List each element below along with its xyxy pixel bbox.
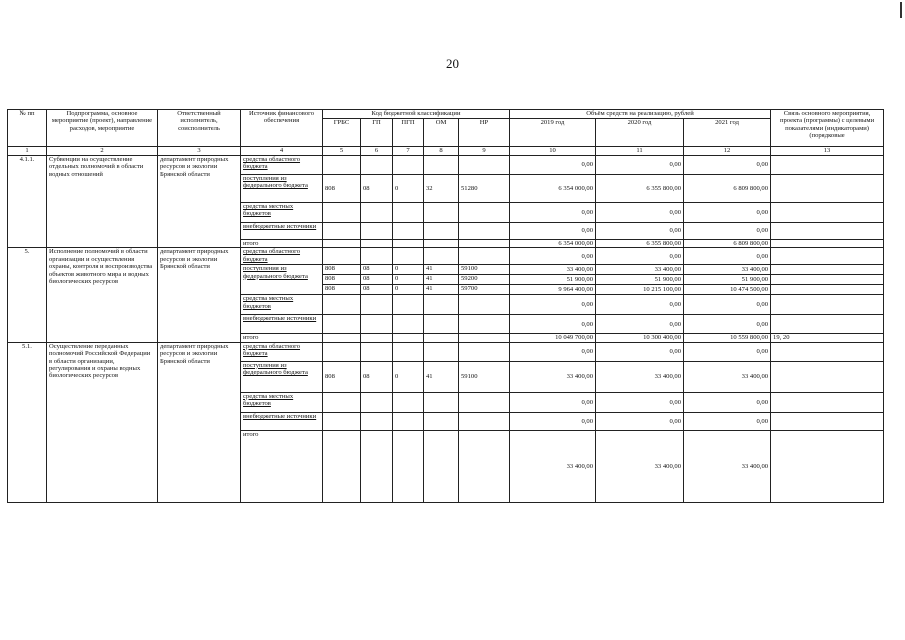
header-executor: Ответственный исполнитель, соисполнитель <box>158 110 241 147</box>
value-2020: 6 355 800,00 <box>596 175 684 203</box>
value-2019: 0,00 <box>510 295 596 315</box>
value-2021: 10 474 500,00 <box>684 285 771 295</box>
col-number: 3 <box>158 147 241 156</box>
value-2021: 10 559 800,00 <box>684 334 771 342</box>
gp: 08 <box>361 285 393 295</box>
value-2021: 6 809 800,00 <box>684 175 771 203</box>
header-pgp: ПГП <box>393 119 424 147</box>
value-2020: 33 400,00 <box>596 265 684 275</box>
header-grbs: ГРБС <box>323 119 361 147</box>
col-number: 10 <box>510 147 596 156</box>
grbs: 808 <box>323 265 361 275</box>
header-program: Подпрограмма, основное мероприятие (проект), направление расходов, мероприятие <box>47 110 158 147</box>
executor: департамент природных ресурсов и экологии Брянской области <box>158 342 241 502</box>
value-2021: 0,00 <box>684 203 771 223</box>
value-2020: 0,00 <box>596 392 684 412</box>
header-2020: 2020 год <box>596 119 684 147</box>
value-2019: 0,00 <box>510 315 596 334</box>
col-number: 1 <box>8 147 47 156</box>
value-2021: 0,00 <box>684 295 771 315</box>
value-2020: 33 400,00 <box>596 430 684 502</box>
value-2019: 51 900,00 <box>510 275 596 285</box>
col-number: 9 <box>459 147 510 156</box>
page-number: 20 <box>446 56 459 71</box>
col-number: 5 <box>323 147 361 156</box>
value-2020: 10 215 100,00 <box>596 285 684 295</box>
source: средства местных бюджетов <box>241 295 323 315</box>
value-2019: 0,00 <box>510 223 596 240</box>
om: 41 <box>424 361 459 392</box>
grbs: 808 <box>323 175 361 203</box>
table-row <box>8 156 884 175</box>
value-2021: 0,00 <box>684 156 771 175</box>
program-name: Субвенции на осуществление отдельных полномочий в области водных отношений <box>47 156 158 248</box>
header-volume: Объём средств на реализацию, рублей <box>510 110 771 119</box>
gp: 08 <box>361 361 393 392</box>
financing-table <box>7 109 884 503</box>
value-2019: 33 400,00 <box>510 430 596 502</box>
table-row <box>8 342 884 361</box>
value-2020: 0,00 <box>596 315 684 334</box>
source: итого <box>241 240 323 248</box>
header-gp: ГП <box>361 119 393 147</box>
value-2021: 0,00 <box>684 392 771 412</box>
value-2019: 0,00 <box>510 156 596 175</box>
value-2020: 0,00 <box>596 295 684 315</box>
source: итого <box>241 334 323 342</box>
program-name: Осуществление переданных полномочий Российской Федерации в области организации, регулирования и охраны водных биологических ресурсов <box>47 342 158 502</box>
gp: 08 <box>361 265 393 275</box>
value-2019: 33 400,00 <box>510 265 596 275</box>
value-2020: 0,00 <box>596 156 684 175</box>
col-number: 4 <box>241 147 323 156</box>
grbs: 808 <box>323 285 361 295</box>
np: 51280 <box>459 175 510 203</box>
col-number: 12 <box>684 147 771 156</box>
value-2020: 6 355 800,00 <box>596 240 684 248</box>
np: 59100 <box>459 361 510 392</box>
value-2021: 33 400,00 <box>684 265 771 275</box>
grbs: 808 <box>323 361 361 392</box>
value-2021: 0,00 <box>684 315 771 334</box>
value-2020: 0,00 <box>596 248 684 265</box>
row-number: 5.1. <box>8 342 47 502</box>
pgp: 0 <box>393 361 424 392</box>
source: внебюджетные источники <box>241 412 323 430</box>
col-number: 13 <box>771 147 884 156</box>
header-2019: 2019 год <box>510 119 596 147</box>
pgp: 0 <box>393 275 424 285</box>
om: 32 <box>424 175 459 203</box>
header-budget-code: Код бюджетной классификации <box>323 110 510 119</box>
pgp: 0 <box>393 175 424 203</box>
source: поступления из федерального бюджета <box>241 361 323 392</box>
om: 41 <box>424 275 459 285</box>
gp: 08 <box>361 275 393 285</box>
grbs: 808 <box>323 275 361 285</box>
col-number: 6 <box>361 147 393 156</box>
value-2020: 33 400,00 <box>596 361 684 392</box>
value-2021: 0,00 <box>684 412 771 430</box>
header-np: НР <box>459 119 510 147</box>
header-no: № пп <box>8 110 47 147</box>
source: поступления из федерального бюджета <box>241 265 323 295</box>
value-2021: 33 400,00 <box>684 430 771 502</box>
col-number: 11 <box>596 147 684 156</box>
header-link: Связь основного мероприятия, проекта (программы) с целевыми показателями (индикаторами) (порядковые <box>771 110 884 147</box>
header-om: ОМ <box>424 119 459 147</box>
col-number: 8 <box>424 147 459 156</box>
source: средства местных бюджетов <box>241 203 323 223</box>
value-2020: 0,00 <box>596 203 684 223</box>
indicator-link: 19, 20 <box>771 334 884 342</box>
value-2020: 0,00 <box>596 412 684 430</box>
source: средства областного бюджета <box>241 342 323 361</box>
source: средства областного бюджета <box>241 248 323 265</box>
value-2021: 33 400,00 <box>684 361 771 392</box>
value-2019: 10 049 700,00 <box>510 334 596 342</box>
value-2021: 0,00 <box>684 342 771 361</box>
value-2019: 9 964 400,00 <box>510 285 596 295</box>
om: 41 <box>424 285 459 295</box>
pgp: 0 <box>393 285 424 295</box>
col-number: 7 <box>393 147 424 156</box>
pgp: 0 <box>393 265 424 275</box>
np: 59200 <box>459 275 510 285</box>
source: средства областного бюджета <box>241 156 323 175</box>
value-2019: 6 354 000,00 <box>510 240 596 248</box>
source: внебюджетные источники <box>241 223 323 240</box>
value-2019: 0,00 <box>510 248 596 265</box>
source: итого <box>241 430 323 502</box>
header-source: Источник финансового обеспечения <box>241 110 323 147</box>
program-name: Исполнение полномочий в области организации и осуществления охраны, контроля и воспроизводства объектов животного мира и водных биологических ресурсов <box>47 248 158 342</box>
scan-edge-mark <box>900 2 902 18</box>
value-2020: 10 300 400,00 <box>596 334 684 342</box>
value-2019: 0,00 <box>510 203 596 223</box>
executor: департамент природных ресурсов и экологии Брянской области <box>158 248 241 342</box>
np: 59700 <box>459 285 510 295</box>
table-row <box>8 248 884 265</box>
value-2021: 51 900,00 <box>684 275 771 285</box>
value-2019: 33 400,00 <box>510 361 596 392</box>
source: внебюджетные источники <box>241 315 323 334</box>
row-number: 4.1.1. <box>8 156 47 248</box>
value-2020: 0,00 <box>596 342 684 361</box>
value-2021: 0,00 <box>684 248 771 265</box>
value-2021: 6 809 800,00 <box>684 240 771 248</box>
value-2019: 0,00 <box>510 412 596 430</box>
value-2021: 0,00 <box>684 223 771 240</box>
source: средства местных бюджетов <box>241 392 323 412</box>
row-number: 5. <box>8 248 47 342</box>
header-2021: 2021 год <box>684 119 771 147</box>
np: 59100 <box>459 265 510 275</box>
value-2019: 6 354 000,00 <box>510 175 596 203</box>
value-2019: 0,00 <box>510 392 596 412</box>
value-2020: 51 900,00 <box>596 275 684 285</box>
om: 41 <box>424 265 459 275</box>
value-2019: 0,00 <box>510 342 596 361</box>
gp: 08 <box>361 175 393 203</box>
executor: департамент природных ресурсов и экологии Брянской области <box>158 156 241 248</box>
value-2020: 0,00 <box>596 223 684 240</box>
source: поступления из федерального бюджета <box>241 175 323 203</box>
col-number: 2 <box>47 147 158 156</box>
